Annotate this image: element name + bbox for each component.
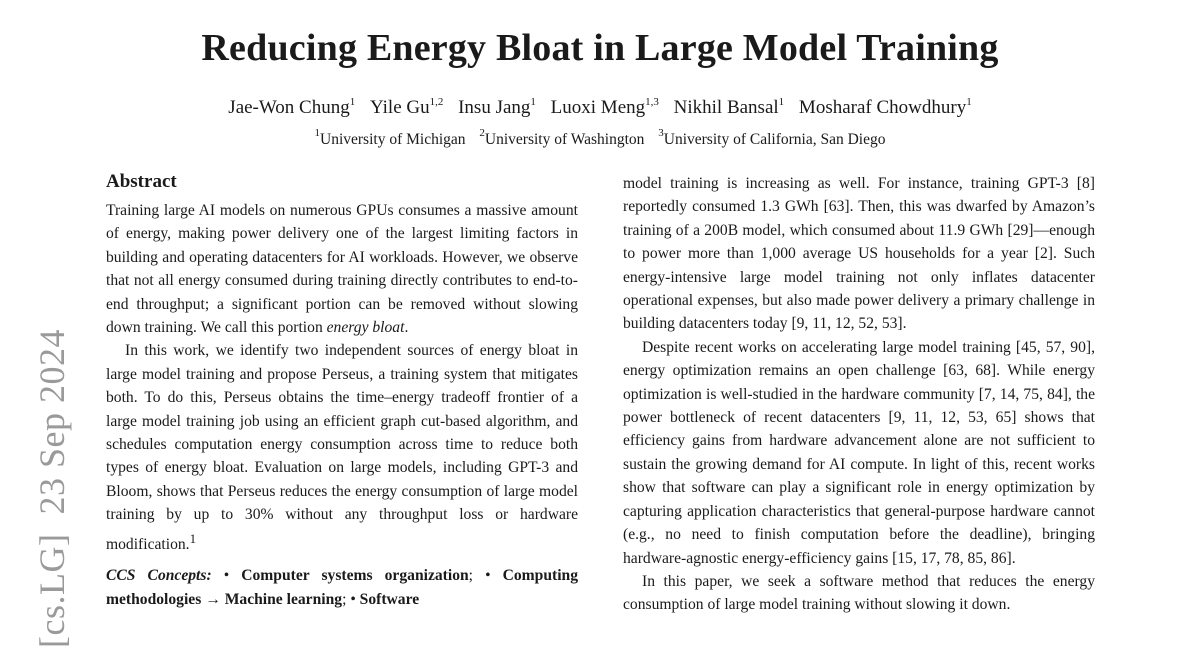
author-affiliation-mark: 1 (966, 96, 972, 108)
author-affiliation-mark: 1 (530, 96, 536, 108)
author-affiliation-mark: 1,3 (645, 96, 659, 108)
ccs-arrow: → (201, 590, 225, 608)
intro-paragraph-1: model training is increasing as well. For instance, training GPT-3 [8] reportedly consumed 1.3 GWh [63]. Then, this was dwarfed by Amazon’s training of a 200B model, which consumed about 11.9 GWh [29]—enough to power more than 1,000 average US households for a year [2]. Such energy-intensive large model training not only inflates datacenter operational expenses, but also made power delivery a primary challenge in building datacenters today [9, 11, 12, 52, 53]. (623, 175, 1095, 333)
paper-title: Reducing Energy Bloat in Large Model Training (201, 27, 999, 69)
author-list (0, 97, 1200, 119)
author-affiliation-mark: 1,2 (429, 96, 444, 108)
author-name: Insu Jang (458, 97, 531, 118)
affiliation-mark: 3 (658, 127, 664, 139)
author (799, 97, 972, 118)
ccs-concepts (106, 564, 578, 611)
ccs-separator: • (350, 590, 360, 608)
abstract-paragraph-1 (106, 199, 578, 339)
author (370, 97, 443, 118)
affiliation-name: University of Michigan (320, 131, 466, 148)
intro-paragraph-3: In this paper, we seek a software method that reduces the energy consumption of large model training without slowing it down. (623, 572, 1095, 614)
ccs-separator: ; (468, 567, 486, 585)
author (674, 97, 785, 118)
author-affiliation-mark: 1 (349, 96, 356, 108)
ccs-label: CCS Concepts: (106, 567, 212, 585)
author-name: Jae-Won Chung (228, 97, 350, 118)
ccs-separator: ; (342, 590, 351, 608)
author (228, 97, 355, 118)
author (458, 97, 536, 118)
ccs-term: Software (359, 590, 420, 608)
ccs-separator: • (485, 567, 503, 585)
footnote-mark: 1 (189, 530, 197, 546)
affiliation-mark: 1 (314, 127, 321, 139)
author-name: Nikhil Bansal (673, 97, 779, 118)
author-affiliation-mark: 1 (778, 96, 785, 108)
intro-paragraph-2: Despite recent works on accelerating large model training [45, 57, 90], energy optimization remains an open challenge [63, 68]. While energy optimization is well-studied in the hardware community [7, 14, 75, 84], the power bottleneck of recent datacenters [9, 11, 12, 53, 65] shows that efficiency gains from hardware advancement alone are not sufficient to sustain the growing demand for AI compute. In light of this, recent works show that software can play a significant role in energy optimization by capturing application characteristics that general-purpose hardware cannot (e.g., no need to finish computation before the deadline), bringing hardware-agnostic energy-efficiency gains [15, 17, 78, 85, 86]. (623, 338, 1095, 567)
author-name: Mosharaf Chowdhury (798, 97, 967, 118)
affiliation-name: University of Washington (484, 131, 645, 148)
author (551, 97, 659, 118)
abstract-text: In this work, we identify two independent sources of energy bloat in large model training and propose Perseus, a training system that mitigates both. To do this, Perseus obtains the time–energy tradeoff frontier of a large model training job using an efficient graph cut-based algorithm, and schedules computation energy consumption across time to reduce both types of energy bloat. Evaluation on large models, including GPT-3 and Bloom, shows that Perseus reduces the energy consumption of large model training by up to 30% without any throughput loss or hardware modification. (106, 342, 578, 553)
abstract-text: Training large AI models on numerous GPUs consumes a massive amount of energy, making power delivery one of the largest limiting factors in building and operating datacenters for AI workloads. However, we observe that not all energy consumed during training directly contributes to end-to-end throughput; a significant portion can be removed without slowing down training. We call this portion (106, 202, 578, 337)
right-column (623, 172, 1095, 617)
author-name: Luoxi Meng (550, 97, 646, 118)
abstract-emphasis: energy bloat (326, 319, 405, 337)
affiliation (658, 127, 886, 148)
abstract-heading: Abstract (106, 171, 177, 192)
ccs-term: Computer systems organization (241, 567, 469, 585)
abstract-paragraph-2 (106, 339, 578, 556)
affiliation-list (0, 127, 1200, 149)
affiliation-mark: 2 (479, 127, 485, 139)
author-name: Yile Gu (369, 97, 430, 118)
affiliation (314, 127, 466, 148)
left-column (106, 170, 578, 611)
ccs-term: Machine learning (224, 590, 343, 608)
ccs-term: Computing methodologies (106, 567, 578, 608)
arxiv-stamp: [cs.LG] 23 Sep 2024 (32, 329, 72, 648)
abstract-text: . (404, 319, 409, 337)
ccs-separator: • (211, 567, 242, 585)
affiliation (479, 127, 645, 148)
affiliation-name: University of California, San Diego (663, 131, 886, 148)
